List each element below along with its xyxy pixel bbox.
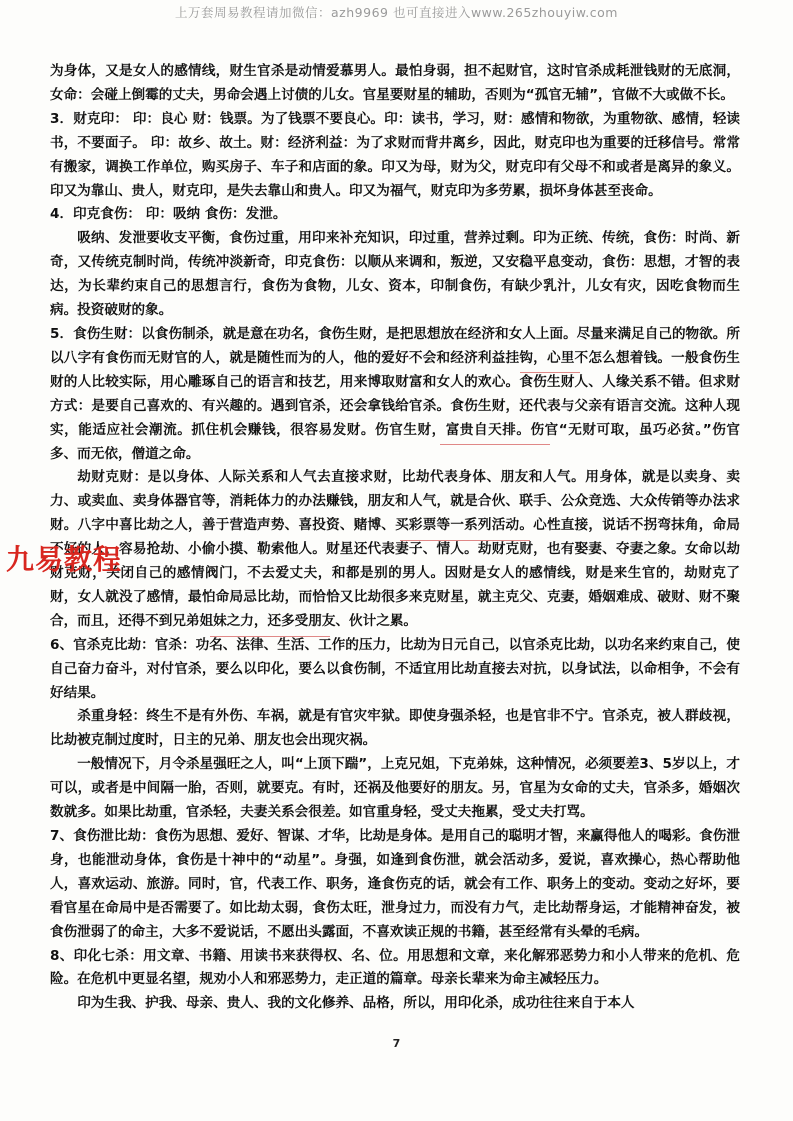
header-banner: 上万套周易教程请加微信：azh9969 也可直接进入www.265zhouyiw.com — [175, 5, 618, 20]
paragraph-6: 劫财克财：是以身体、人际关系和人气去直接求财，比劫代表身体、朋友和人气。用身体，就是以卖身、卖力、或卖血、卖身体器官等，消耗体力的办法赚钱，朋友和人气，就是合伙、联手、公众竞选、大众传销等办法求财。八字中喜比劫之人，善于营造声势、喜投资、赌博、买彩票等一系列活动。心性直接，说话不拐弯抹角，命局不好的人，容易抢劫、小偷小摸、勒索他人。财星还代表妻子、情人。劫财克财，也有娶妻、夺妻之象。女命以劫财克财，关闭自己的感情阀门，不去爱丈夫，和都是别的男人。因财是女人的感情线，财是来生官的，劫财克了财，女人就没了感情，最怕命局忌比劫，而恰恰又比劫很多来克财星，就主克父、克妻，婚姻难成、破财、财不聚合，而且，还得不到兄弟姐妹之力，还多受朋友、伙计之累。 — [50, 469, 740, 629]
paragraph-7: 6、官杀克比劫：官杀：功名、法律、生活、工作的压力，比劫为日元自己，以官杀克比劫，以功名来约束自己，使自己奋力奋斗，对付官杀，要么以印化，要么以食伤制，不适宜用比劫直接去对抗，以身试法，以命相争，不会有好结果。 — [50, 636, 740, 701]
paragraph-11: 8、印化七杀：用文章、书籍、用读书来获得权、名、位。用思想和文章，来化解邪恶势力和小人带来的危机、危险。在危机中更显名望，规劝小人和邪恶势力，走正道的篇章。母亲长辈来为命主减轻压力。 — [50, 947, 740, 988]
red-annotation-mark — [400, 540, 530, 541]
page-number: 7 — [392, 1037, 401, 1050]
paragraph-5: 5．食伤生财：以食伤制杀，就是意在功名，食伤生财，是把思想放在经济和女人上面。尽量来满足自己的物欲。所以八字有食伤而无财官的人，就是随性而为的人，他的爱好不会和经济利益挂钩，心里不怎么想着钱。一般食伤生财的人比较实际，用心雕琢自己的语言和技艺，用来博取财富和女人的欢心。食伤生财人、人缘关系不错。但求财方式：是要自己喜欢的、有兴趣的。遇到官杀，还会拿钱给官杀。食伤生财，还代表与父亲有语言交流。这种人现实，能适应社会潮流。抓住机会赚钱，很容易发财。伤官生财，富贵自天排。伤官“无财可取，虽巧必贫。”伤官多、而无依，僧道之命。 — [50, 325, 740, 462]
document-body — [50, 60, 740, 1016]
watermark-logo: 九易教程 — [6, 543, 123, 576]
red-annotation-mark — [520, 372, 580, 373]
paragraph-3: 4．印克食伤： 印：吸纳 食伤：发泄。 — [50, 206, 287, 223]
paragraph-2: 3．财克印： 印：良心 财：钱票。为了钱票不要良心。印：读书，学习，财：感情和物欲，为重物欲、感情，轻读书，不要面子。 印：故乡、故土。财：经济利益：为了求财而背井离乡，因此，财克印也为重要的迁移信号。常常有搬家，调换工作单位，购买房子、车子和店面的象。印又为母，财为父，财克印有父母不和或者是离异的象义。印又为靠山、贵人，财克印，是失去靠山和贵人。印又为福气，财克印为多劳累，损坏身体甚至丧命。 — [50, 110, 740, 199]
paragraph-12: 印为生我、护我、母亲、贵人、我的文化修养、品格，所以，用印化杀，成功往往来自于本人 — [77, 995, 635, 1012]
red-annotation-mark — [440, 444, 550, 445]
red-annotation-mark — [210, 636, 330, 637]
paragraph-8: 杀重身轻：终生不是有外伤、车祸，就是有官灾牢狱。即使身强杀轻，也是官非不宁。官杀克，被人群歧视，比劫被克制过度时，日主的兄弟、朋友也会出现灾祸。 — [50, 708, 740, 749]
paragraph-10: 7、食伤泄比劫：食伤为思想、爱好、智谋、才华，比劫是身体。是用自己的聪明才智，来赢得他人的喝彩。食伤泄身，也能泄动身体，食伤是十神中的“动星”。身强，如逢到食伤泄，就会活动多，爱说，喜欢操心，热心帮助他人，喜欢运动、旅游。同时，官，代表工作、职务，逢食伤克的话，就会有工作、职务上的变动。变动之好坏，要看官星在命局中是否需要了。如比劫太弱，食伤太旺，泄身过力，而没有力气，走比劫帮身运，才能精神奋发，被食伤泄弱了的命主，大多不爱说话，不愿出头露面，不喜欢读正规的书籍，甚至经常有头晕的毛病。 — [50, 828, 740, 940]
paragraph-9: 一般情况下，月令杀星强旺之人，叫“上顶下踹”，上克兄姐，下克弟妹，这种情况，必须要差3、5岁以上，才可以，或者是中间隔一胎，否则，就要克。有时，还祸及他要好的朋友。另，官星为女命的丈夫，官杀多，婚姻次数就多。如果比劫重，官杀轻，夫妻关系会很差。如官重身轻，受丈夫拖累，受丈夫打骂。 — [50, 756, 740, 821]
paragraph-1: 为身体，又是女人的感情线，财生官杀是动情爱慕男人。最怕身弱，担不起财官，这时官杀成耗泄钱财的无底洞，女命：会碰上倒霉的丈夫，男命会遇上讨债的儿女。官星要财星的辅助，否则为“孤官无辅”，官做不大或做不长。 — [50, 63, 740, 103]
paragraph-4: 吸纳、发泄要收支平衡，食伤过重，用印来补充知识，印过重，营养过剩。印为正统、传统，食伤：时尚、新奇，又传统克制时尚，传统冲淡新奇，印克食伤：以顺从来调和，叛逆，又安稳平息变动，食伤：思想，才智的表达，为长辈约束自己的思想言行，食伤为食物，儿女、资本，印制食伤，有缺少乳汁，儿女有灾，因吃食物而生病。投资破财的象。 — [50, 230, 740, 319]
